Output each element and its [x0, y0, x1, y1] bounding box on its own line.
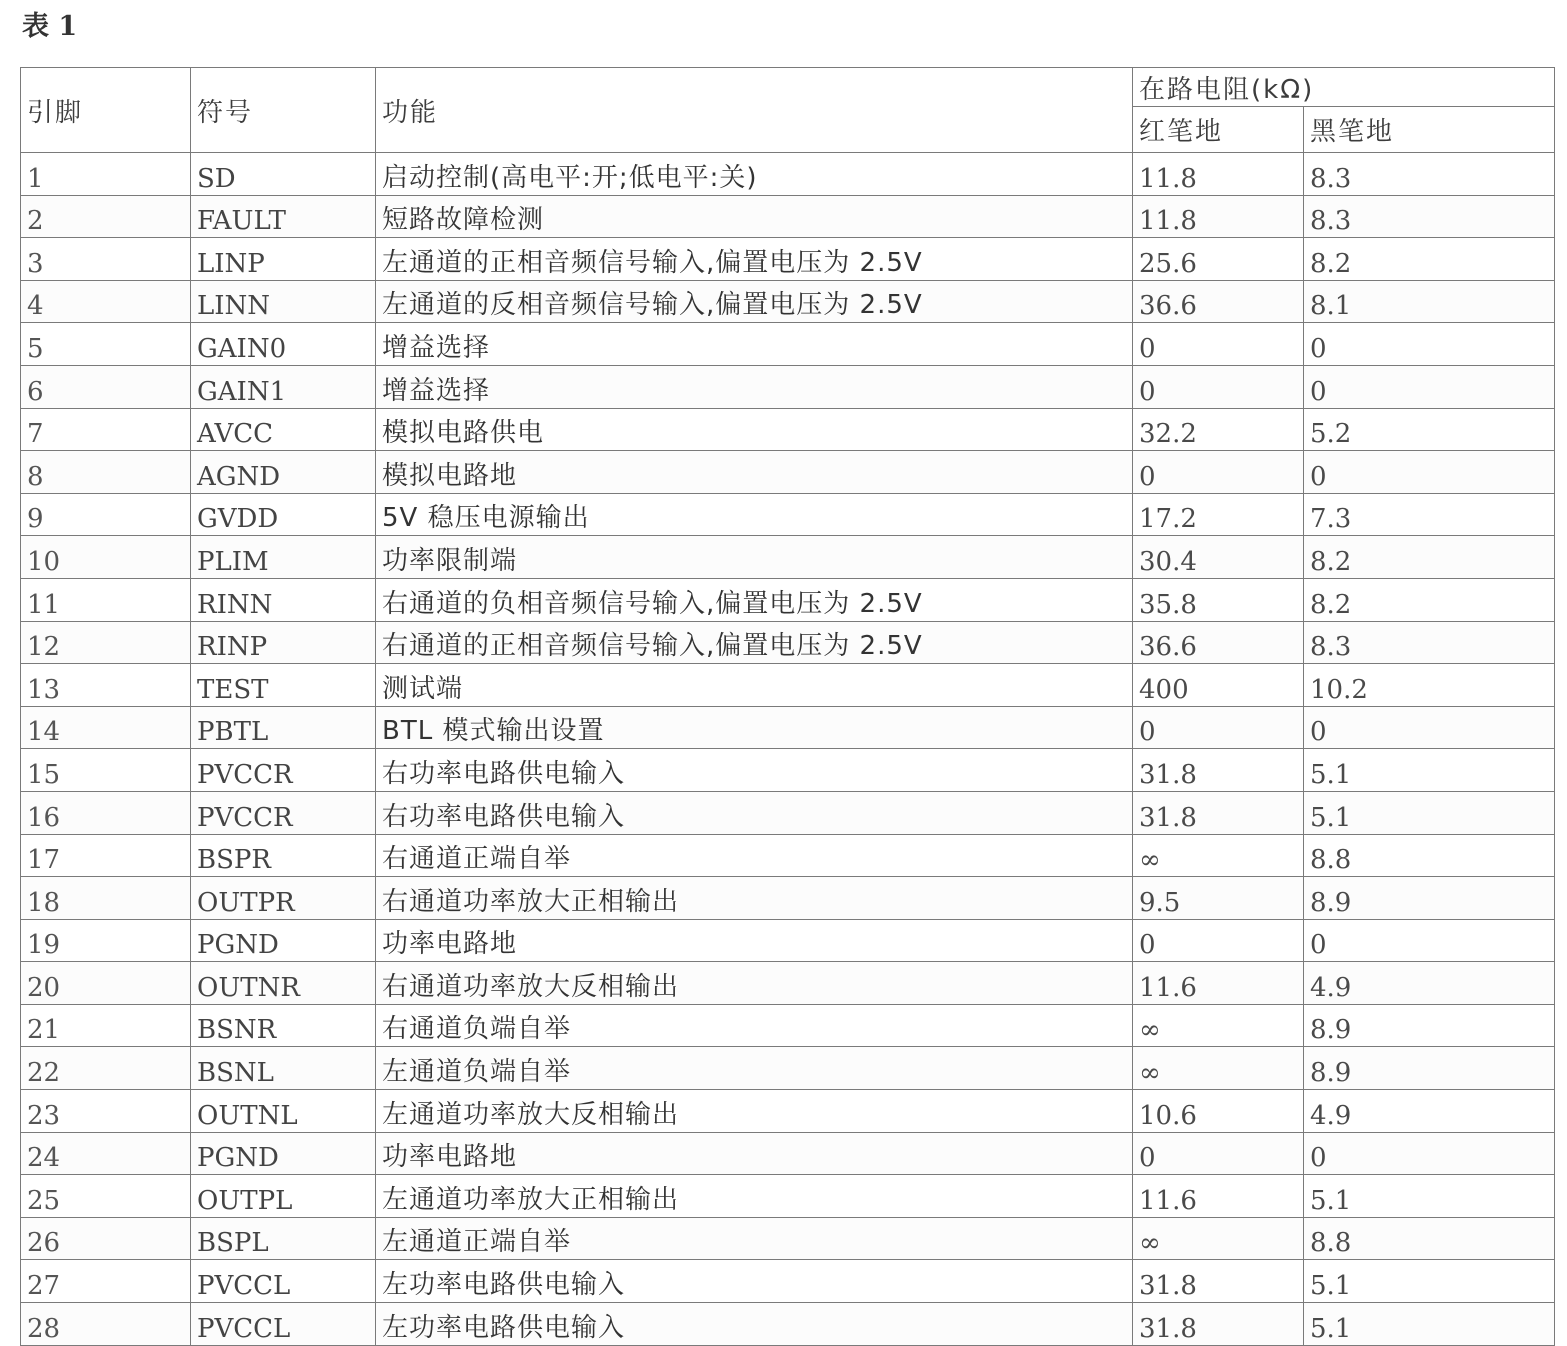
cell-pin: 8: [21, 451, 191, 494]
table-row: [21, 1004, 1555, 1047]
cell-pin: 2: [21, 195, 191, 238]
cell-black-probe-resistance: 0: [1304, 1132, 1555, 1175]
cell-symbol: AGND: [191, 451, 376, 494]
cell-red-probe-resistance: 11.6: [1133, 1175, 1304, 1218]
cell-symbol: PGND: [191, 1132, 376, 1175]
cell-red-probe-resistance: ∞: [1133, 1047, 1304, 1090]
cell-function: 模拟电路供电: [376, 408, 1133, 451]
cell-pin: 13: [21, 664, 191, 707]
cell-pin: 20: [21, 962, 191, 1005]
table-row: [21, 238, 1555, 281]
cell-red-probe-resistance: 0: [1133, 365, 1304, 408]
cell-function: 右通道正端自举: [376, 834, 1133, 877]
cell-black-probe-resistance: 0: [1304, 323, 1555, 366]
cell-black-probe-resistance: 8.8: [1304, 834, 1555, 877]
cell-red-probe-resistance: 11.6: [1133, 962, 1304, 1005]
table-row: [21, 706, 1555, 749]
table-body: [21, 153, 1555, 1346]
cell-pin: 14: [21, 706, 191, 749]
header-resistance: 在路电阻(kΩ): [1133, 68, 1555, 107]
table-row: [21, 578, 1555, 621]
cell-black-probe-resistance: 8.3: [1304, 195, 1555, 238]
table-row: [21, 536, 1555, 579]
cell-symbol: OUTNL: [191, 1090, 376, 1133]
cell-function: 左通道的反相音频信号输入,偏置电压为 2.5V: [376, 280, 1133, 323]
table-row: [21, 749, 1555, 792]
table-row: [21, 323, 1555, 366]
cell-red-probe-resistance: ∞: [1133, 1217, 1304, 1260]
cell-red-probe-resistance: 10.6: [1133, 1090, 1304, 1133]
cell-symbol: OUTNR: [191, 962, 376, 1005]
cell-pin: 27: [21, 1260, 191, 1303]
cell-function: 5V 稳压电源输出: [376, 493, 1133, 536]
cell-red-probe-resistance: 400: [1133, 664, 1304, 707]
cell-symbol: PLIM: [191, 536, 376, 579]
cell-red-probe-resistance: 31.8: [1133, 791, 1304, 834]
cell-black-probe-resistance: 8.3: [1304, 153, 1555, 196]
cell-black-probe-resistance: 7.3: [1304, 493, 1555, 536]
cell-black-probe-resistance: 4.9: [1304, 1090, 1555, 1133]
cell-black-probe-resistance: 5.1: [1304, 1260, 1555, 1303]
cell-symbol: LINP: [191, 238, 376, 281]
table-row: [21, 919, 1555, 962]
cell-black-probe-resistance: 8.9: [1304, 1047, 1555, 1090]
table-row: [21, 365, 1555, 408]
cell-symbol: LINN: [191, 280, 376, 323]
cell-pin: 21: [21, 1004, 191, 1047]
table-row: [21, 1303, 1555, 1346]
cell-function: 测试端: [376, 664, 1133, 707]
table-row: [21, 664, 1555, 707]
cell-function: 右功率电路供电输入: [376, 791, 1133, 834]
cell-red-probe-resistance: 17.2: [1133, 493, 1304, 536]
cell-black-probe-resistance: 8.1: [1304, 280, 1555, 323]
cell-red-probe-resistance: 36.6: [1133, 621, 1304, 664]
cell-symbol: OUTPR: [191, 877, 376, 920]
header-symbol: 符号: [191, 68, 376, 153]
table-row: [21, 408, 1555, 451]
cell-pin: 5: [21, 323, 191, 366]
cell-function: 左通道功率放大正相输出: [376, 1175, 1133, 1218]
cell-black-probe-resistance: 5.1: [1304, 1175, 1555, 1218]
cell-symbol: RINP: [191, 621, 376, 664]
cell-red-probe-resistance: 0: [1133, 1132, 1304, 1175]
cell-pin: 10: [21, 536, 191, 579]
cell-function: 右通道负端自举: [376, 1004, 1133, 1047]
cell-function: 右通道功率放大正相输出: [376, 877, 1133, 920]
cell-function: 左功率电路供电输入: [376, 1260, 1133, 1303]
cell-pin: 19: [21, 919, 191, 962]
table-row: [21, 1047, 1555, 1090]
cell-pin: 1: [21, 153, 191, 196]
pin-resistance-table: [20, 67, 1555, 1346]
cell-red-probe-resistance: 0: [1133, 451, 1304, 494]
table-row: [21, 834, 1555, 877]
cell-black-probe-resistance: 8.8: [1304, 1217, 1555, 1260]
cell-black-probe-resistance: 10.2: [1304, 664, 1555, 707]
cell-symbol: PVCCL: [191, 1260, 376, 1303]
table-row: [21, 1090, 1555, 1133]
cell-red-probe-resistance: 31.8: [1133, 749, 1304, 792]
cell-pin: 17: [21, 834, 191, 877]
cell-function: 左功率电路供电输入: [376, 1303, 1133, 1346]
table-row: [21, 280, 1555, 323]
cell-black-probe-resistance: 5.1: [1304, 749, 1555, 792]
cell-symbol: FAULT: [191, 195, 376, 238]
cell-black-probe-resistance: 8.9: [1304, 877, 1555, 920]
table-row: [21, 451, 1555, 494]
cell-function: 增益选择: [376, 323, 1133, 366]
cell-black-probe-resistance: 0: [1304, 706, 1555, 749]
table-caption: 表 1: [22, 11, 78, 42]
cell-pin: 16: [21, 791, 191, 834]
cell-pin: 6: [21, 365, 191, 408]
cell-symbol: PVCCR: [191, 791, 376, 834]
cell-symbol: RINN: [191, 578, 376, 621]
cell-black-probe-resistance: 8.2: [1304, 536, 1555, 579]
cell-symbol: GVDD: [191, 493, 376, 536]
cell-symbol: BSNR: [191, 1004, 376, 1047]
cell-function: 右通道的正相音频信号输入,偏置电压为 2.5V: [376, 621, 1133, 664]
cell-function: 功率限制端: [376, 536, 1133, 579]
cell-function: 模拟电路地: [376, 451, 1133, 494]
cell-pin: 15: [21, 749, 191, 792]
header-function: 功能: [376, 68, 1133, 153]
cell-red-probe-resistance: 31.8: [1133, 1260, 1304, 1303]
cell-symbol: GAIN1: [191, 365, 376, 408]
cell-red-probe-resistance: 30.4: [1133, 536, 1304, 579]
header-red-probe: 红笔地: [1133, 107, 1304, 153]
cell-red-probe-resistance: ∞: [1133, 1004, 1304, 1047]
cell-red-probe-resistance: ∞: [1133, 834, 1304, 877]
cell-function: 右通道的负相音频信号输入,偏置电压为 2.5V: [376, 578, 1133, 621]
cell-function: 左通道的正相音频信号输入,偏置电压为 2.5V: [376, 238, 1133, 281]
table-row: [21, 877, 1555, 920]
cell-pin: 25: [21, 1175, 191, 1218]
table-row: [21, 1217, 1555, 1260]
table-row: [21, 962, 1555, 1005]
cell-red-probe-resistance: 0: [1133, 919, 1304, 962]
cell-symbol: BSNL: [191, 1047, 376, 1090]
cell-red-probe-resistance: 11.8: [1133, 195, 1304, 238]
cell-symbol: PVCCR: [191, 749, 376, 792]
cell-function: 左通道功率放大反相输出: [376, 1090, 1133, 1133]
cell-black-probe-resistance: 8.3: [1304, 621, 1555, 664]
cell-symbol: OUTPL: [191, 1175, 376, 1218]
cell-pin: 12: [21, 621, 191, 664]
cell-symbol: PBTL: [191, 706, 376, 749]
cell-red-probe-resistance: 31.8: [1133, 1303, 1304, 1346]
table-row: [21, 153, 1555, 196]
cell-pin: 3: [21, 238, 191, 281]
table-row: [21, 791, 1555, 834]
cell-red-probe-resistance: 25.6: [1133, 238, 1304, 281]
cell-black-probe-resistance: 8.2: [1304, 578, 1555, 621]
cell-function: 短路故障检测: [376, 195, 1133, 238]
cell-black-probe-resistance: 8.9: [1304, 1004, 1555, 1047]
cell-function: BTL 模式输出设置: [376, 706, 1133, 749]
cell-red-probe-resistance: 11.8: [1133, 153, 1304, 196]
cell-black-probe-resistance: 5.1: [1304, 791, 1555, 834]
cell-red-probe-resistance: 35.8: [1133, 578, 1304, 621]
cell-red-probe-resistance: 0: [1133, 323, 1304, 366]
cell-pin: 18: [21, 877, 191, 920]
cell-pin: 9: [21, 493, 191, 536]
header-pin: 引脚: [21, 68, 191, 153]
cell-pin: 11: [21, 578, 191, 621]
cell-function: 左通道负端自举: [376, 1047, 1133, 1090]
cell-red-probe-resistance: 32.2: [1133, 408, 1304, 451]
cell-function: 右通道功率放大反相输出: [376, 962, 1133, 1005]
cell-pin: 28: [21, 1303, 191, 1346]
cell-function: 右功率电路供电输入: [376, 749, 1133, 792]
cell-red-probe-resistance: 36.6: [1133, 280, 1304, 323]
cell-function: 功率电路地: [376, 1132, 1133, 1175]
cell-symbol: PGND: [191, 919, 376, 962]
cell-red-probe-resistance: 0: [1133, 706, 1304, 749]
cell-function: 左通道正端自举: [376, 1217, 1133, 1260]
cell-symbol: GAIN0: [191, 323, 376, 366]
cell-pin: 24: [21, 1132, 191, 1175]
cell-symbol: BSPR: [191, 834, 376, 877]
cell-pin: 7: [21, 408, 191, 451]
cell-pin: 4: [21, 280, 191, 323]
table-row: [21, 195, 1555, 238]
cell-black-probe-resistance: 0: [1304, 919, 1555, 962]
table-row: [21, 1132, 1555, 1175]
cell-black-probe-resistance: 0: [1304, 365, 1555, 408]
table-row: [21, 1175, 1555, 1218]
cell-pin: 23: [21, 1090, 191, 1133]
cell-function: 增益选择: [376, 365, 1133, 408]
cell-pin: 26: [21, 1217, 191, 1260]
cell-function: 启动控制(高电平:开;低电平:关): [376, 153, 1133, 196]
cell-symbol: PVCCL: [191, 1303, 376, 1346]
table-row: [21, 621, 1555, 664]
cell-symbol: TEST: [191, 664, 376, 707]
table-row: [21, 1260, 1555, 1303]
cell-red-probe-resistance: 9.5: [1133, 877, 1304, 920]
cell-black-probe-resistance: 8.2: [1304, 238, 1555, 281]
cell-symbol: SD: [191, 153, 376, 196]
cell-symbol: BSPL: [191, 1217, 376, 1260]
cell-black-probe-resistance: 0: [1304, 451, 1555, 494]
cell-black-probe-resistance: 5.2: [1304, 408, 1555, 451]
cell-function: 功率电路地: [376, 919, 1133, 962]
cell-black-probe-resistance: 4.9: [1304, 962, 1555, 1005]
header-black-probe: 黑笔地: [1304, 107, 1555, 153]
cell-black-probe-resistance: 5.1: [1304, 1303, 1555, 1346]
table-row: [21, 493, 1555, 536]
cell-pin: 22: [21, 1047, 191, 1090]
cell-symbol: AVCC: [191, 408, 376, 451]
